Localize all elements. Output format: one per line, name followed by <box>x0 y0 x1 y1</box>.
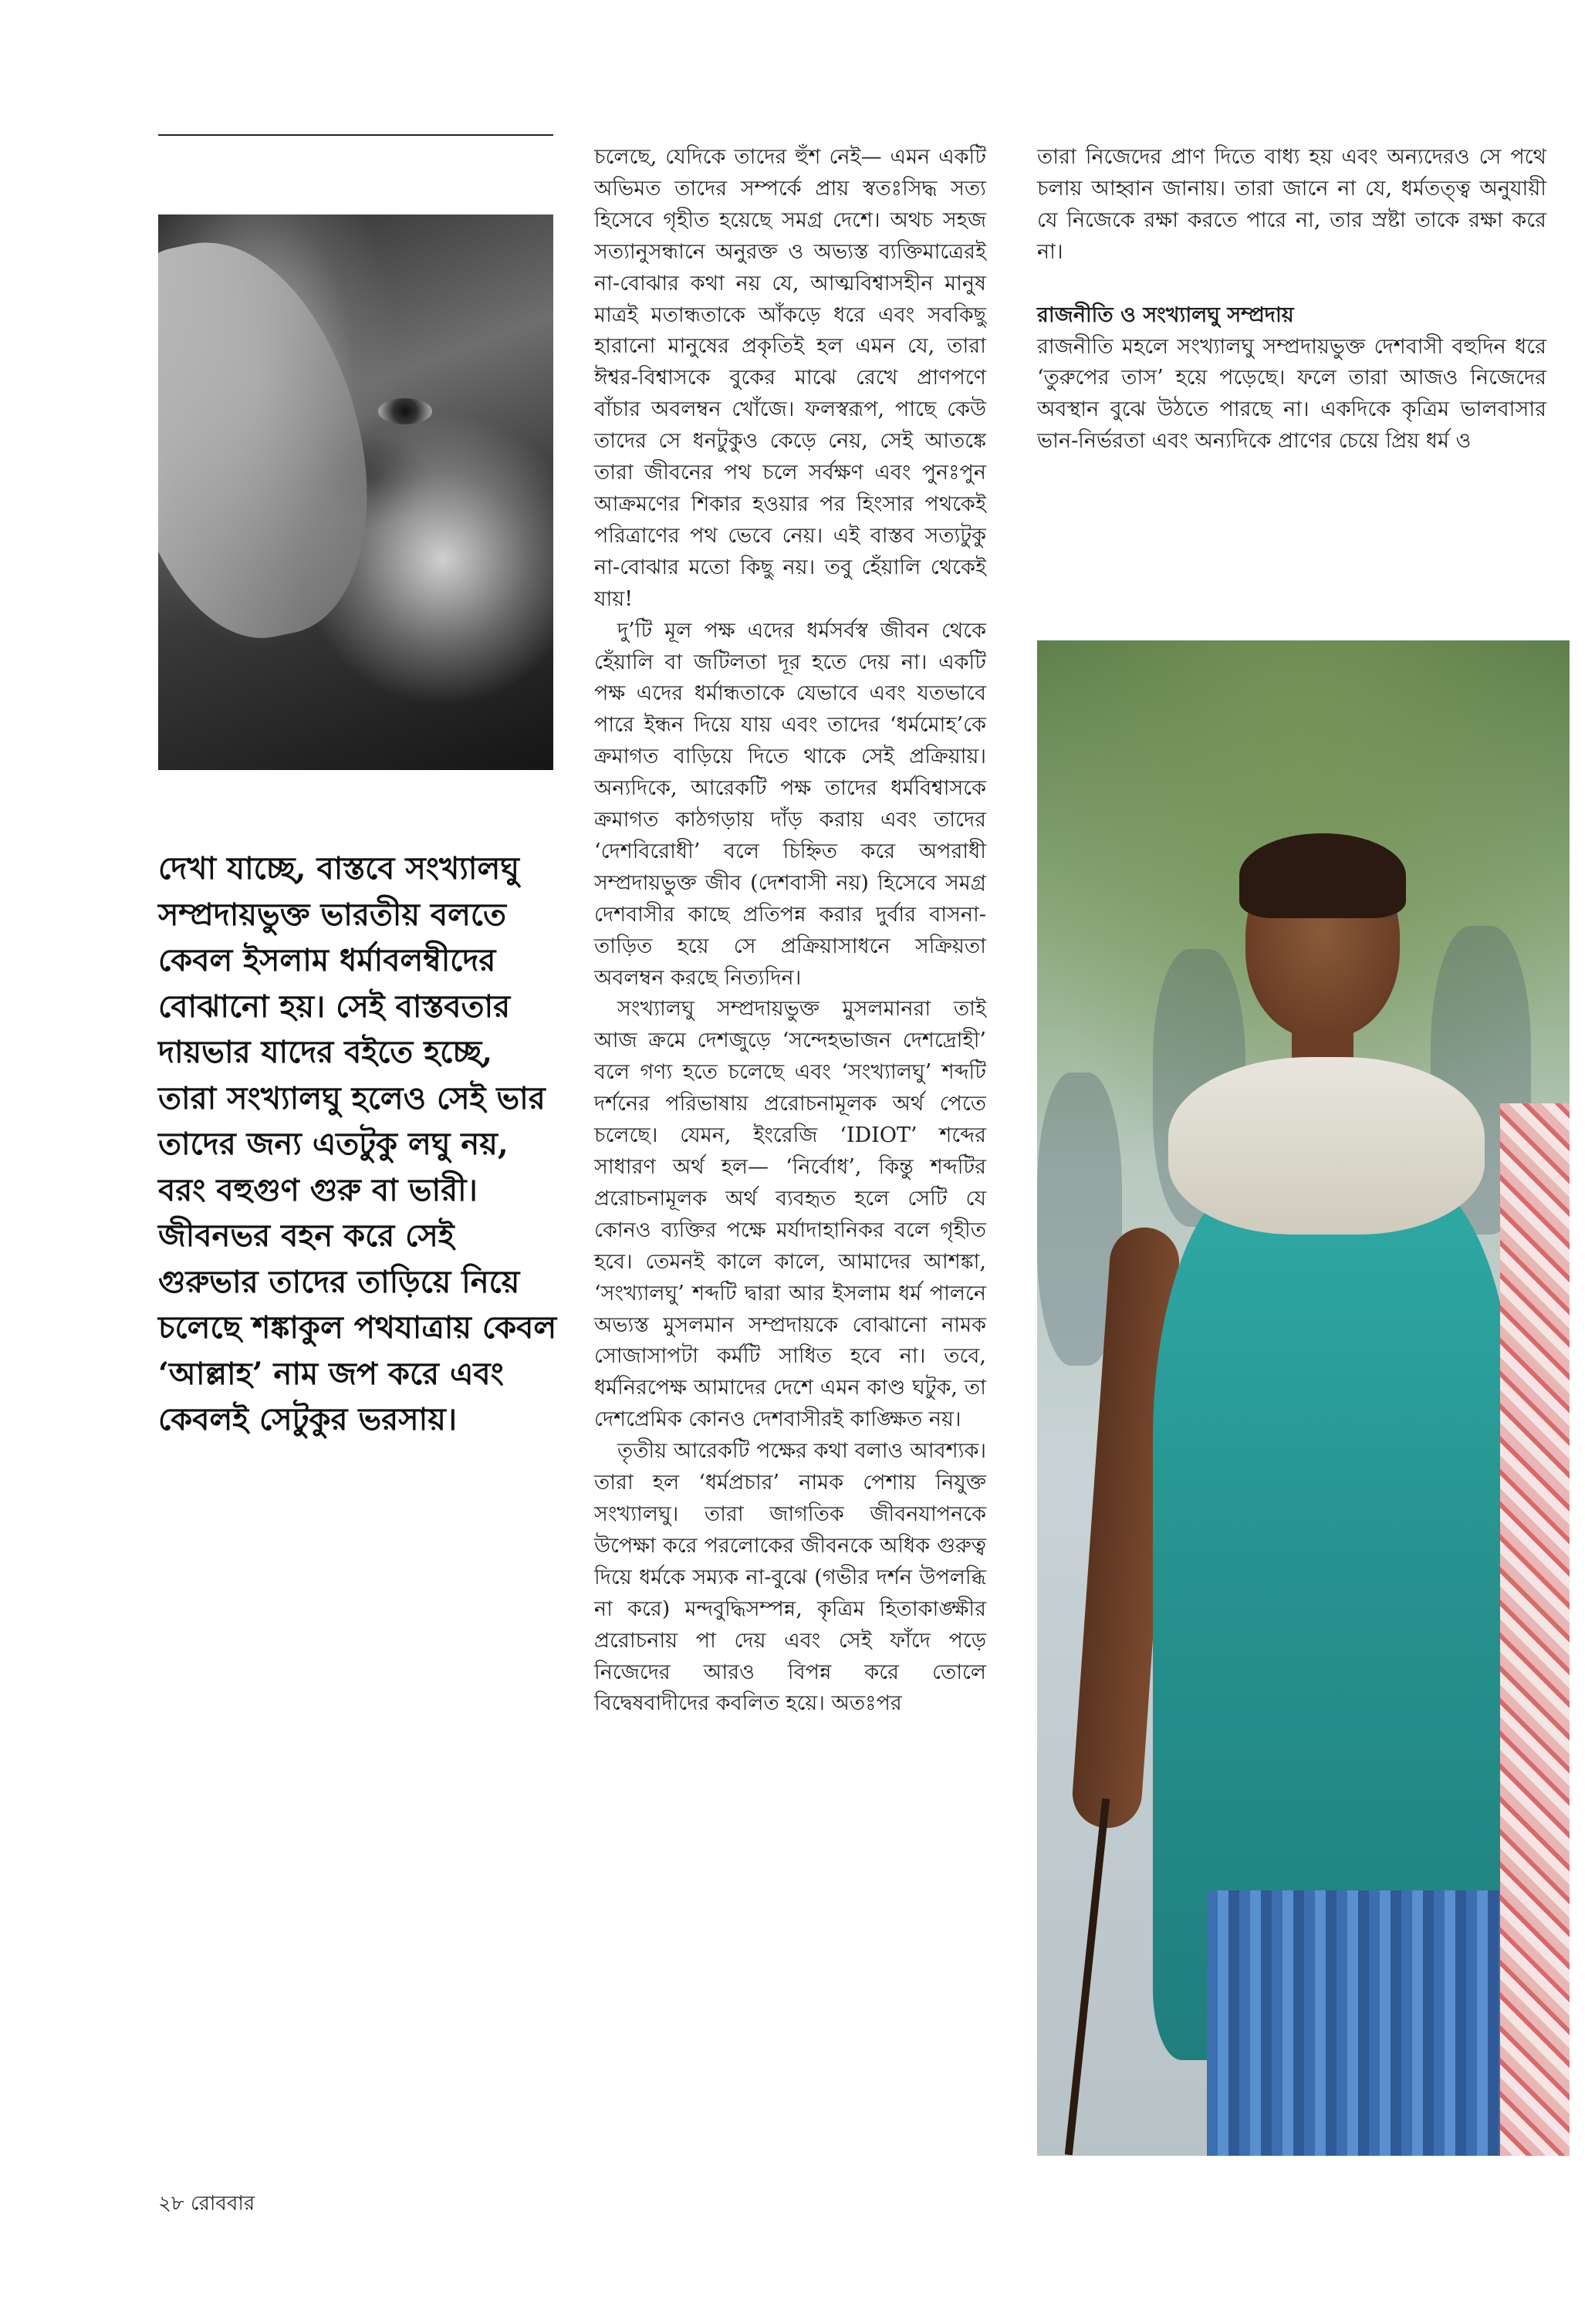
girl-hair <box>1239 833 1406 918</box>
foreground-person-right <box>1500 1103 1570 2156</box>
article-column-3 <box>1037 142 1546 458</box>
eye-shape <box>378 398 432 424</box>
section-heading: রাজনীতি ও সংখ্যালঘু সম্প্রদায় <box>1037 302 1294 327</box>
top-rule <box>158 134 553 136</box>
paragraph: তারা নিজেদের প্রাণ দিতে বাধ্য হয় এবং অন্যদেরও সে পথে চলায় আহ্বান জানায়। তারা জানে না যে, ধর্মতত্ত্ব অনুযায়ী যে নিজেকে রক্ষা করতে পারে না, তার স্রষ্টা তাকে রক্ষা করে না। <box>1037 145 1546 264</box>
walking-stick <box>1065 1799 1110 2156</box>
pull-quote: দেখা যাচ্ছে, বাস্তবে সংখ্যালঘু সম্প্রদায়ভুক্ত ভারতীয় বলতে কেবল ইসলাম ধর্মাবলম্বীদের বোঝানো হয়। সেই বাস্তবতার দায়ভার যাদের বইতে হচ্ছে, তারা সংখ্যালঘু হলেও সেই ভার তাদের জন্য এতটুকু লঘু নয়, বরং বহুগুণ গুরু বা ভারী। জীবনভর বহন করে সেই গুরুভার তাদের তাড়িয়ে নিয়ে চলেছে শঙ্কাকুল পথযাত্রায় কেবল ‘আল্লাহ’ নাম জপ করে এবং কেবলই সেটুকুর ভরসায়। <box>158 850 557 1437</box>
girl-skirt <box>1207 1890 1500 2156</box>
girl-scarf <box>1168 1057 1485 1235</box>
spacer <box>1037 269 1546 300</box>
paragraph: রাজনীতি মহলে সংখ্যালঘু সম্প্রদায়ভুক্ত দেশবাসী বহুদিন ধরে ‘তুরুপের তাস’ হয়ে পড়েছে। ফলে তারা আজও নিজেদের অবস্থান বুঝে উঠতে পারছে না। একদিকে কৃত্রিম ভালবাসার ভান-নির্ভরতা এবং অন্যদিকে প্রাণের চেয়ে প্রিয় ধর্ম ও <box>1037 334 1546 454</box>
paragraph: দু’টি মূল পক্ষ এদের ধর্মসর্বস্ব জীবন থেকে হেঁয়ালি বা জটিলতা দূর হতে দেয় না। একটি পক্ষ এদের ধর্মান্ধতাকে যেভাবে এবং যতভাবে পারে ইন্ধন দিয়ে যায় এবং তাদের ‘ধর্মমোহ’কে ক্রমাগত বাড়িয়ে দিতে থাকে সেই প্রক্রিয়ায়। অন্যদিকে, আরেকটি পক্ষ তাদের ধর্মবিশ্বাসকে ক্রমাগত কাঠগড়ায় দাঁড় করায় এবং তাদের ‘দেশবিরোধী’ বলে চিহ্নিত করে অপরাধী সম্প্রদায়ভুক্ত জীব (দেশবাসী নয়) হিসেবে সমগ্র দেশবাসীর কাছে প্রতিপন্ন করার দুর্বার বাসনা-তাড়িত হয়ে সে প্রক্রিয়াসাধনে সক্রিয়তা অবলম্বন করছে নিত্যদিন। <box>594 618 986 990</box>
old-man-photo <box>158 214 553 770</box>
article-column-2 <box>594 142 986 1720</box>
paragraph: তৃতীয় আরেকটি পক্ষের কথা বলাও আবশ্যক। তারা হল ‘ধর্মপ্রচার’ নামক পেশায় নিযুক্ত সংখ্যালঘু। তারা জাগতিক জীবনযাপনকে উপেক্ষা করে পরলোকের জীবনকে অধিক গুরুত্ব দিয়ে ধর্মকে সম্যক না-বুঝে (গভীর দর্শন উপলব্ধি না করে) মন্দবুদ্ধিসম্পন্ন, কৃত্রিম হিতাকাঙ্ক্ষীর প্ররোচনায় পা দেয় এবং সেই ফাঁদে পড়ে নিজেদের আরও বিপন্ন করে তোলে বিদ্বেষবাদীদের কবলিত হয়ে। অতঃপর <box>594 1439 986 1716</box>
girl-photo <box>1037 640 1570 2156</box>
paragraph: সংখ্যালঘু সম্প্রদায়ভুক্ত মুসলমানরা তাই আজ ক্রমে দেশজুড়ে ‘সন্দেহভাজন দেশদ্রোহী’ বলে গণ্য হতে চলেছে এবং ‘সংখ্যালঘু’ শব্দটি দর্শনের পরিভাষায় প্ররোচনামূলক অর্থ পেতে চলেছে। যেমন, ইংরেজি ‘IDIOT’ শব্দের সাধারণ অর্থ হল— ‘নির্বোধ’, কিন্তু শব্দটির প্ররোচনামূলক অর্থ ব্যবহৃত হলে সেটি যে কোনও ব্যক্তির পক্ষে মর্যাদাহানিকর বলে গৃহীত হবে। তেমনই কালে কালে, আমাদের আশঙ্কা, ‘সংখ্যালঘু’ শব্দটি দ্বারা আর ইসলাম ধর্ম পালনে অভ্যস্ত মুসলমান সম্প্রদায়কে বোঝানো নামক সোজাসাপটা কর্মটি সাধিত হবে না। তবে, ধর্মনিরপেক্ষ আমাদের দেশে এমন কাণ্ড ঘটুক, তা দেশপ্রেমিক কোনও দেশবাসীরই কাঙ্ক্ষিত নয়। <box>594 997 986 1432</box>
hand-shape <box>158 218 398 658</box>
page-folio: ২৮ রোববার <box>158 2192 255 2215</box>
paragraph: চলেছে, যেদিকে তাদের হুঁশ নেই— এমন একটি অভিমত তাদের সম্পর্কে প্রায় স্বতঃসিদ্ধ সত্য হিসেবে গৃহীত হয়েছে সমগ্র দেশে। অথচ সহজ সত্যানুসন্ধানে অনুরক্ত ও অভ্যস্ত ব্যক্তিমাত্রেরই না-বোঝার কথা নয় যে, আত্মবিশ্বাসহীন মানুষ মাত্রই মতান্ধতাকে আঁকড়ে ধরে এবং সবকিছু হারানো মানুষের প্রকৃতিই হল এমন যে, তারা ঈশ্বর-বিশ্বাসকে বুকের মাঝে রেখে প্রাণপণে বাঁচার অবলম্বন খোঁজে। ফলস্বরূপ, পাছে কেউ তাদের সে ধনটুকুও কেড়ে নেয়, সেই আতঙ্কে তারা জীবনের পথ চলে সর্বক্ষণ এবং পুনঃপুন আক্রমণের শিকার হওয়ার পর হিংসার পথকেই পরিত্রাণের পথ ভেবে নেয়। এই বাস্তব সত্যটুকু না-বোঝার মতো কিছু নয়। তবু হেঁয়ালি থেকেই যায়! <box>594 145 986 611</box>
